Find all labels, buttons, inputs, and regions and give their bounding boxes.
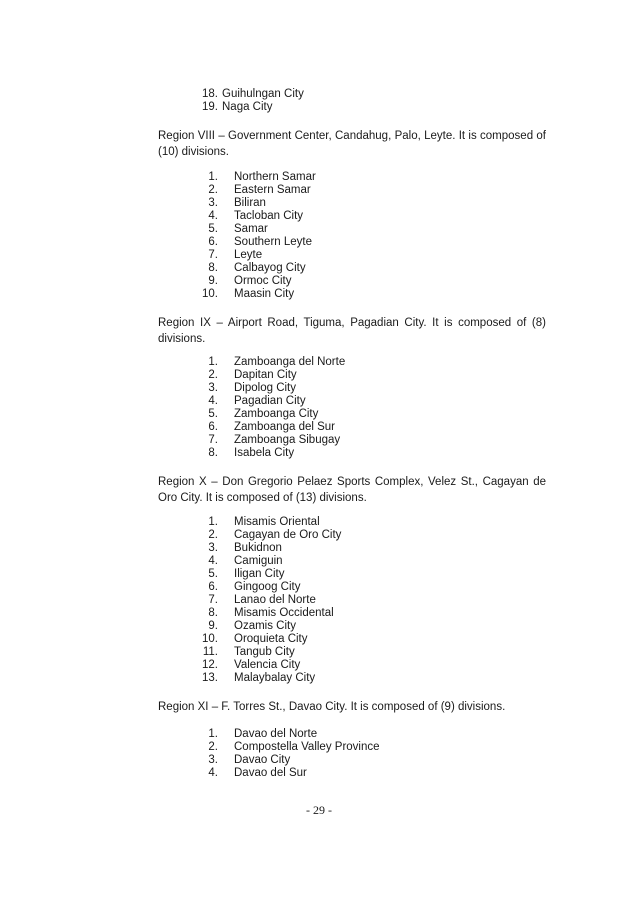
region-heading: Region IX – Airport Road, Tiguma, Pagadian City. It is composed of (8) divisions. (158, 317, 546, 345)
document-page: 18. Guihulngan City 19. Naga City Region VIII – Government Center, Candahug, Palo, Leyte. It is composed of (10) divisions. 1. Northern Samar 2. Eastern Samar 3. Biliran 4. Tacloban City 5. Samar 6. Southern Leyte 7. Leyte 8. Calbayog City 9. Ormoc City 10. Maasin City Region IX – Airport Road, Tiguma, Pagadian City. It is composed of (8) divisions. 1. Zamboanga del Norte 2. Dapitan City 3. Dipolog City 4. Pagadian City 5. Zamboanga City 6. Zamboanga del Sur 7. Zamboanga Sibugay 8. Isabela City Region X – Don Gregorio Pelaez Sports Complex, Velez St., Cagayan de Oro City. It is composed of (13) divisions. 1. Misamis Oriental 2. Cagayan de Oro City 3. Bukidnon 4. Camiguin 5. Iligan City 6. Gingoog City 7. Lanao del Norte 8. Misamis Occidental 9. Ozamis City 10. Oroquieta City 11. Tangub City 12. Valencia City 13. Malaybalay City Region XI – F. Torres St., Davao City. It is composed of (9) divisions. 1. Davao del Norte 2. Compostella Valley Province 3. Davao City 4. Davao del Sur - 29 - (0, 0, 638, 903)
region-heading: Region VIII – Government Center, Candahug, Palo, Leyte. It is composed of (10) divisions. (158, 130, 546, 158)
region-heading: Region XI – F. Torres St., Davao City. It is composed of (9) divisions. (158, 701, 506, 713)
region-heading: Region X – Don Gregorio Pelaez Sports Complex, Velez St., Cagayan de Oro City. It is composed of (13) divisions. (158, 476, 546, 504)
page-number: - 29 - (306, 803, 332, 817)
